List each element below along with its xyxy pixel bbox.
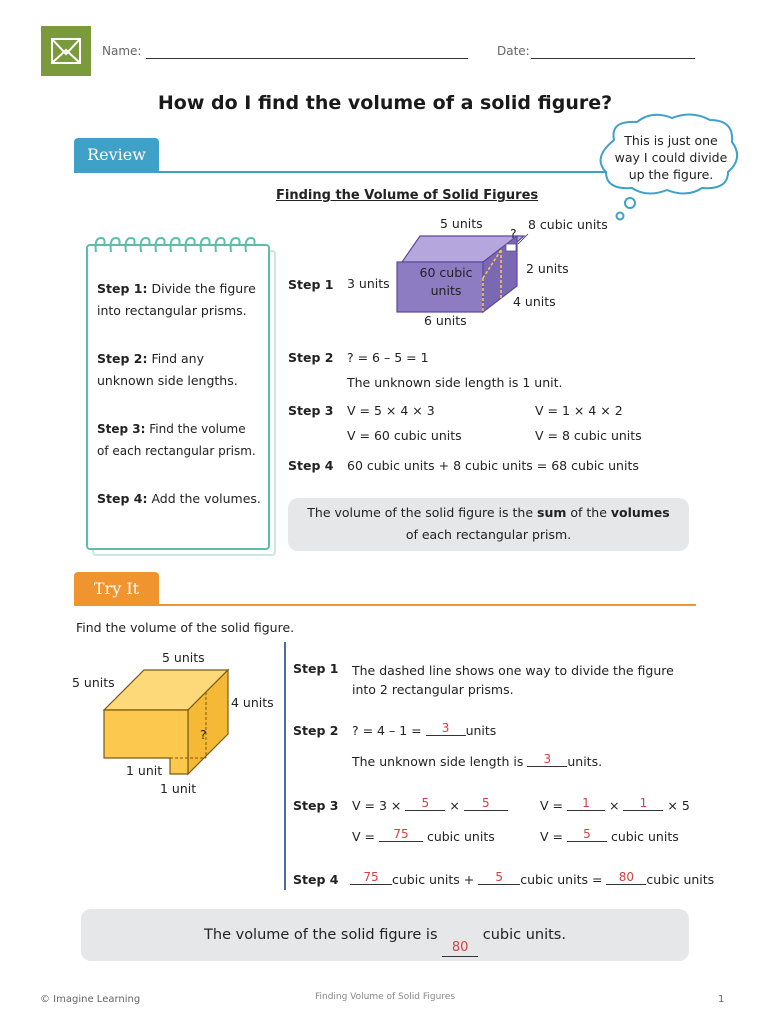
- summary-bold-sum: sum: [537, 505, 567, 520]
- summary-bold-volumes: volumes: [610, 505, 670, 520]
- thought-line-1: This is just one: [624, 133, 718, 148]
- fig1-big-volume-line2: units: [430, 283, 462, 298]
- tryit-step3d-units: cubic units: [606, 829, 679, 844]
- nb-step2-line2: unknown side lengths.: [97, 373, 238, 388]
- final-answer-blank[interactable]: 80: [442, 940, 478, 957]
- nb-step2-line1: Find any: [151, 351, 205, 366]
- fig1-depth-label: 4 units: [513, 294, 556, 309]
- name-label: Name:: [102, 44, 142, 58]
- nb-step1-line1: Divide the figure: [151, 281, 256, 296]
- tryit-step3d-blank[interactable]: 5: [567, 827, 607, 842]
- review-step2-label: Step 2: [288, 350, 334, 365]
- tryit-step2-units: units: [465, 723, 497, 738]
- tryit-step3-eq-a: [352, 798, 508, 813]
- nb-step1-line2: into rectangular prisms.: [97, 303, 247, 318]
- tryit-step3a-text: V = 3 ×: [352, 798, 406, 813]
- tryit-step4-equation: [350, 872, 714, 887]
- tryit-step2-sentence: [352, 754, 602, 769]
- tryit-step3c-text: V =: [352, 829, 379, 844]
- tryit-step3a-times: ×: [445, 798, 464, 813]
- try-it-divider: [74, 604, 696, 606]
- tryit-step1-label: Step 1: [293, 661, 339, 676]
- review-summary-callout: [288, 498, 689, 551]
- tryit-step3b-blank-1[interactable]: 1: [567, 796, 605, 811]
- notebook-step-2: [97, 348, 263, 392]
- tryit-step2-answer-blank[interactable]: 3: [426, 721, 466, 736]
- review-step1-label: Step 1: [288, 277, 334, 292]
- review-step3-label: Step 3: [288, 403, 334, 418]
- nb-step3-label: Step 3:: [97, 422, 146, 436]
- fig2-bottom-left-label: 1 unit: [126, 763, 163, 778]
- notebook-step-3: [97, 418, 263, 462]
- tryit-step2-equation: [352, 723, 496, 738]
- tryit-step3-eq-c: [352, 829, 495, 844]
- review-step2-text: The unknown side length is 1 unit.: [347, 375, 563, 390]
- fig2-question: ?: [200, 727, 207, 742]
- fig1-big-volume-line1: 60 cubic: [419, 265, 473, 280]
- footer-copyright: © Imagine Learning: [40, 994, 141, 1005]
- nb-step4-label: Step 4:: [97, 491, 148, 506]
- tryit-step2-sentence-text: The unknown side length is: [352, 754, 528, 769]
- final-answer-callout: [81, 909, 689, 961]
- imagine-learning-logo: [41, 26, 91, 76]
- tryit-step3-eq-d: [540, 829, 679, 844]
- fig1-bottom-label: 6 units: [424, 313, 467, 328]
- yellow-prism-figure: [100, 662, 232, 780]
- date-field[interactable]: [531, 58, 695, 59]
- notebook-spiral: [90, 232, 266, 256]
- tryit-step2-label: Step 2: [293, 723, 339, 738]
- tryit-step3b-text: V =: [540, 798, 567, 813]
- tryit-step3a-blank-2[interactable]: 5: [464, 796, 508, 811]
- notebook-step-1: [97, 278, 263, 322]
- tryit-step2-side-blank[interactable]: 3: [527, 752, 567, 767]
- page-number: 1: [718, 994, 725, 1005]
- tryit-step2-sentence-units: units.: [567, 754, 603, 769]
- tryit-step3c-blank[interactable]: 75: [379, 827, 423, 842]
- tryit-step3-label: Step 3: [293, 798, 339, 813]
- tryit-step4-blank-3[interactable]: 80: [606, 870, 646, 885]
- summary-text-1: The volume of the solid figure is the: [307, 505, 537, 520]
- nb-step2-label: Step 2:: [97, 351, 148, 366]
- name-field[interactable]: [146, 58, 468, 59]
- fig1-small-volume: 8 cubic units: [528, 217, 608, 232]
- fig2-right-label: 4 units: [231, 695, 274, 710]
- review-step3-eq-b1: V = 1 × 4 × 2: [535, 403, 623, 418]
- try-it-vertical-divider: [284, 642, 286, 890]
- date-label: Date:: [497, 44, 530, 58]
- fig1-top-label: 5 units: [440, 216, 483, 231]
- tryit-step4-label: Step 4: [293, 872, 339, 887]
- fig2-top-label: 5 units: [162, 650, 205, 665]
- nb-step4-line1: Add the volumes.: [151, 491, 261, 506]
- fig2-bottom-right-label: 1 unit: [160, 781, 197, 796]
- tryit-step2-eq-text: ? = 4 – 1 =: [352, 723, 426, 738]
- review-step3-eq-b2: V = 8 cubic units: [535, 428, 642, 443]
- review-step4-equation: 60 cubic units + 8 cubic units = 68 cubic units: [347, 458, 639, 473]
- thought-line-2: way I could divide: [614, 150, 728, 165]
- fig1-left-label: 3 units: [347, 276, 390, 291]
- thought-text: [606, 132, 736, 183]
- footer-title: Finding Volume of Solid Figures: [314, 992, 456, 1002]
- tryit-step1-text: [352, 661, 674, 699]
- review-tab: Review: [74, 138, 159, 171]
- tryit-step1-line2: into 2 rectangular prisms.: [352, 682, 514, 697]
- nb-step3-line2: of each rectangular prism.: [97, 444, 256, 458]
- review-step3-eq-a1: V = 5 × 4 × 3: [347, 403, 435, 418]
- tryit-step3-eq-b: [540, 798, 690, 813]
- fig1-question: ?: [510, 226, 517, 241]
- summary-text-2: of the: [566, 505, 611, 520]
- page-title: How do I find the volume of a solid figure?: [157, 92, 613, 114]
- fig1-right-label: 2 units: [526, 261, 569, 276]
- tryit-step4-text-3: cubic units: [646, 872, 715, 887]
- thought-line-3: up the figure.: [628, 167, 714, 182]
- tryit-step1-line1: The dashed line shows one way to divide the figure: [352, 663, 674, 678]
- tryit-step3b-times-5: × 5: [663, 798, 690, 813]
- tryit-step3b-blank-2[interactable]: 1: [623, 796, 663, 811]
- notebook-step-4: [97, 488, 263, 510]
- final-text-2: cubic units.: [478, 927, 566, 943]
- tryit-step3b-times: ×: [604, 798, 624, 813]
- tryit-step4-text-2: cubic units =: [520, 872, 607, 887]
- review-step3-eq-a2: V = 60 cubic units: [347, 428, 462, 443]
- tryit-step4-text-1: cubic units +: [392, 872, 479, 887]
- tryit-step3d-text: V =: [540, 829, 567, 844]
- fig2-left-label: 5 units: [72, 675, 115, 690]
- nb-step1-label: Step 1:: [97, 281, 148, 296]
- try-it-instruction: Find the volume of the solid figure.: [76, 620, 295, 635]
- tryit-step4-blank-2[interactable]: 5: [478, 870, 520, 885]
- review-step4-label: Step 4: [288, 458, 334, 473]
- try-it-tab: Try It: [74, 572, 159, 605]
- tryit-step3a-blank-1[interactable]: 5: [405, 796, 445, 811]
- review-step2-equation: ? = 6 – 5 = 1: [347, 350, 429, 365]
- review-divider: [74, 171, 614, 173]
- review-subtitle: Finding the Volume of Solid Figures: [276, 188, 539, 203]
- tryit-step3c-units: cubic units: [422, 829, 495, 844]
- fig1-big-volume: [414, 264, 478, 300]
- summary-text-3: of each rectangular prism.: [405, 527, 572, 542]
- tryit-step4-blank-1[interactable]: 75: [350, 870, 392, 885]
- final-text-1: The volume of the solid figure is: [204, 927, 443, 943]
- nb-step3-line1: Find the volume: [149, 422, 246, 436]
